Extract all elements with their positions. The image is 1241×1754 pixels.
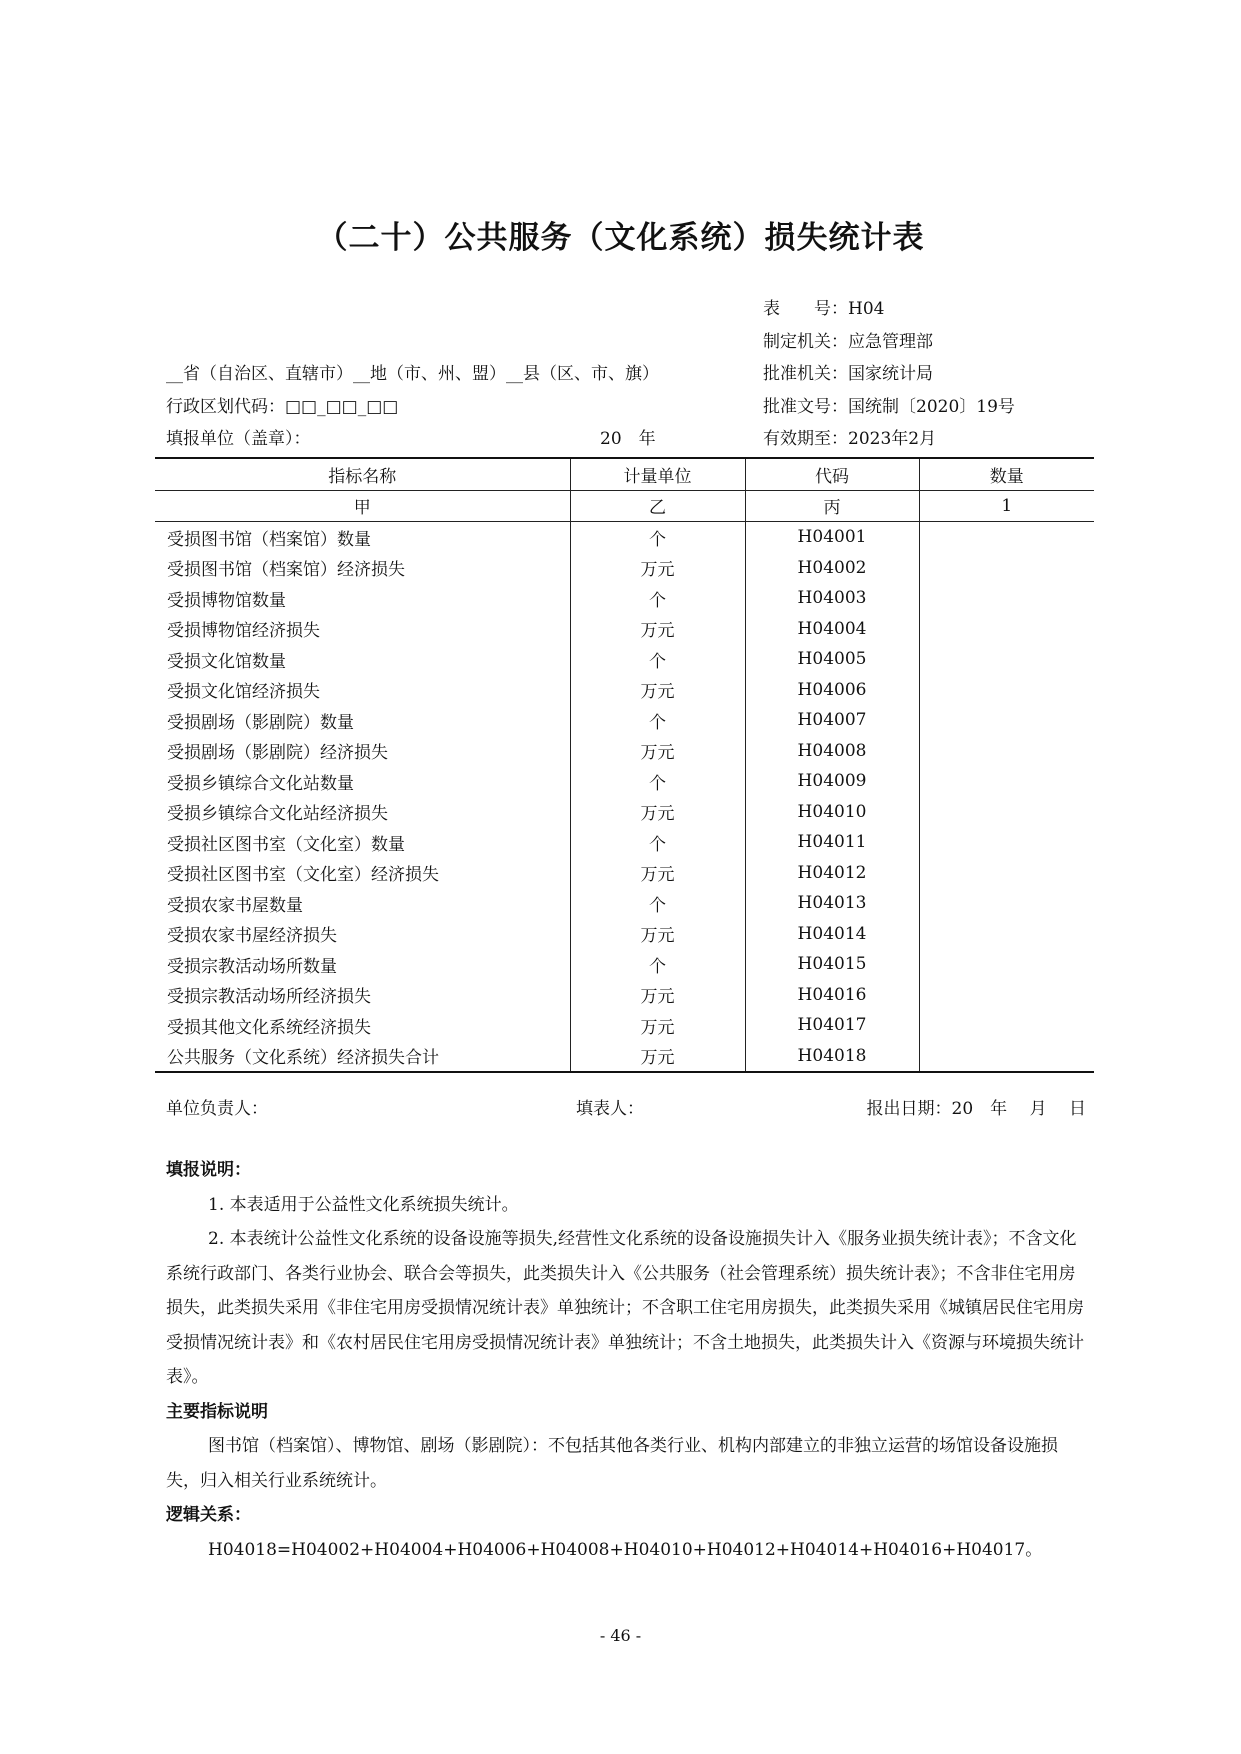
cell-quantity[interactable] [919,675,1094,706]
reporting-unit: 填报单位（盖章）： [166,429,311,449]
table-row [155,858,1094,889]
region-info [166,358,726,456]
table-row [155,888,1094,919]
table-row [155,553,1094,584]
table-row [155,1010,1094,1041]
cell-quantity[interactable] [919,766,1094,797]
page-number: - 46 - [599,1626,642,1645]
form-number: 表 号：H04 [763,299,885,319]
cell-code: H04001 [745,522,919,553]
fill-instructions-heading: 填报说明： [166,1160,251,1180]
page-title: （二十）公共服务（文化系统）损失统计表 [316,220,925,256]
table-row [155,919,1094,950]
table-row [155,675,1094,706]
cell-unit: 万元 [570,675,745,706]
table-row [155,797,1094,828]
cell-unit: 个 [570,583,745,614]
cell-quantity[interactable] [919,522,1094,553]
indicator-heading: 主要指标说明 [166,1401,268,1422]
table-row [155,522,1094,553]
issuing-agency: 制定机关：应急管理部 [763,331,933,352]
cell-indicator-name: 受损乡镇综合文化站数量 [155,766,570,797]
cell-unit: 个 [570,888,745,919]
cell-code: H04018 [745,1041,919,1073]
cell-code: H04003 [745,583,919,614]
cell-unit: 个 [570,644,745,675]
cell-quantity[interactable] [919,1041,1094,1073]
cell-quantity[interactable] [919,583,1094,614]
cell-unit: 个 [570,522,745,553]
subheader-cell: 乙 [570,490,745,522]
table-row [155,1041,1094,1073]
cell-quantity[interactable] [919,614,1094,645]
cell-quantity[interactable] [919,736,1094,767]
header-quantity: 数量 [919,458,1094,490]
cell-quantity[interactable] [919,553,1094,584]
report-date-label: 报出日期：20 年 月 日 [866,1099,1086,1119]
header-code: 代码 [745,458,919,490]
table-row [155,980,1094,1011]
header-indicator: 指标名称 [155,458,570,490]
fill-instruction-2: 2. 本表统计公益性文化系统的设备设施等损失,经营性文化系统的设备设施损失计入《服务业损失统计表》；不含文化系统行政部门、各类行业协会、联合会等损失，此类损失计入《公共服务（社会管理系统）损失统计表》；不含非住宅用房损失，此类损失采用《非住宅用房受损情况统计表》单独统计；不含职工住宅用房损失，此类损失采用《城镇居民住宅用房受损情况统计表》和《农村居民住宅用房受损情况统计表》单独统计；不含土地损失，此类损失计入《资源与环境损失统计表》。 [166,1229,1084,1387]
cell-quantity[interactable] [919,644,1094,675]
cell-quantity[interactable] [919,797,1094,828]
subheader-cell: 丙 [745,490,919,522]
report-year: 20 年 [600,429,656,449]
cell-unit: 个 [570,766,745,797]
loss-statistics-table [155,457,1094,1073]
cell-indicator-name: 受损宗教活动场所数量 [155,949,570,980]
logic-heading: 逻辑关系： [166,1505,251,1525]
cell-code: H04013 [745,888,919,919]
cell-quantity[interactable] [919,980,1094,1011]
cell-indicator-name: 受损其他文化系统经济损失 [155,1010,570,1041]
region-code: 行政区划代码：□□_□□_□□ [166,396,399,417]
cell-indicator-name: 受损宗教活动场所经济损失 [155,980,570,1011]
cell-unit: 万元 [570,1041,745,1073]
table-subheader-row [155,490,1094,522]
cell-unit: 个 [570,827,745,858]
subheader-cell: 1 [919,490,1094,522]
cell-indicator-name: 受损图书馆（档案馆）经济损失 [155,553,570,584]
cell-unit: 万元 [570,797,745,828]
cell-indicator-name: 受损文化馆数量 [155,644,570,675]
cell-unit: 万元 [570,980,745,1011]
logic-formula: H04018=H04002+H04004+H04006+H04008+H04010+H04012+H04014+H04016+H04017。 [208,1539,1043,1560]
unit-head-label: 单位负责人： [166,1099,268,1119]
cell-quantity[interactable] [919,919,1094,950]
cell-unit: 万元 [570,553,745,584]
cell-indicator-name: 受损社区图书室（文化室）经济损失 [155,858,570,889]
cell-code: H04005 [745,644,919,675]
form-metadata [763,293,1015,456]
table-header-row [155,458,1094,490]
cell-code: H04015 [745,949,919,980]
cell-quantity[interactable] [919,705,1094,736]
cell-indicator-name: 公共服务（文化系统）经济损失合计 [155,1041,570,1073]
signature-line [166,1093,1086,1125]
cell-indicator-name: 受损农家书屋数量 [155,888,570,919]
cell-unit: 个 [570,705,745,736]
table-row [155,705,1094,736]
cell-code: H04012 [745,858,919,889]
cell-quantity[interactable] [919,827,1094,858]
table-row [155,949,1094,980]
table-row [155,736,1094,767]
approving-agency: 批准机关：国家统计局 [763,364,933,384]
cell-unit: 个 [570,949,745,980]
cell-code: H04004 [745,614,919,645]
cell-indicator-name: 受损农家书屋经济损失 [155,919,570,950]
table-row [155,827,1094,858]
cell-quantity[interactable] [919,858,1094,889]
cell-quantity[interactable] [919,1010,1094,1041]
table-row [155,644,1094,675]
cell-quantity[interactable] [919,949,1094,980]
cell-indicator-name: 受损博物馆经济损失 [155,614,570,645]
indicator-text: 图书馆（档案馆）、博物馆、剧场（影剧院）：不包括其他各类行业、机构内部建立的非独立运营的场馆设备设施损失，归入相关行业系统统计。 [166,1436,1058,1491]
filler-label: 填表人： [576,1099,644,1119]
table-row [155,614,1094,645]
cell-indicator-name: 受损剧场（影剧院）数量 [155,705,570,736]
cell-code: H04014 [745,919,919,950]
cell-code: H04010 [745,797,919,828]
cell-code: H04002 [745,553,919,584]
cell-code: H04006 [745,675,919,706]
notes-section [166,1153,1090,1567]
cell-indicator-name: 受损图书馆（档案馆）数量 [155,522,570,553]
header-unit: 计量单位 [570,458,745,490]
cell-code: H04007 [745,705,919,736]
cell-code: H04011 [745,827,919,858]
cell-code: H04016 [745,980,919,1011]
region-line: __省（自治区、直辖市）__地（市、州、盟）__县（区、市、旗） [166,364,659,384]
subheader-cell: 甲 [155,490,570,522]
cell-code: H04009 [745,766,919,797]
cell-code: H04008 [745,736,919,767]
fill-instruction-1: 1. 本表适用于公益性文化系统损失统计。 [208,1194,519,1215]
valid-until: 有效期至：2023年2月 [763,429,937,449]
cell-quantity[interactable] [919,888,1094,919]
cell-unit: 万元 [570,736,745,767]
cell-indicator-name: 受损乡镇综合文化站经济损失 [155,797,570,828]
cell-unit: 万元 [570,1010,745,1041]
cell-indicator-name: 受损社区图书室（文化室）数量 [155,827,570,858]
cell-indicator-name: 受损剧场（影剧院）经济损失 [155,736,570,767]
cell-unit: 万元 [570,858,745,889]
cell-code: H04017 [745,1010,919,1041]
table-row [155,766,1094,797]
cell-indicator-name: 受损文化馆经济损失 [155,675,570,706]
approval-number: 批准文号：国统制〔2020〕19号 [763,396,1015,417]
cell-indicator-name: 受损博物馆数量 [155,583,570,614]
cell-unit: 万元 [570,614,745,645]
cell-unit: 万元 [570,919,745,950]
table-row [155,583,1094,614]
